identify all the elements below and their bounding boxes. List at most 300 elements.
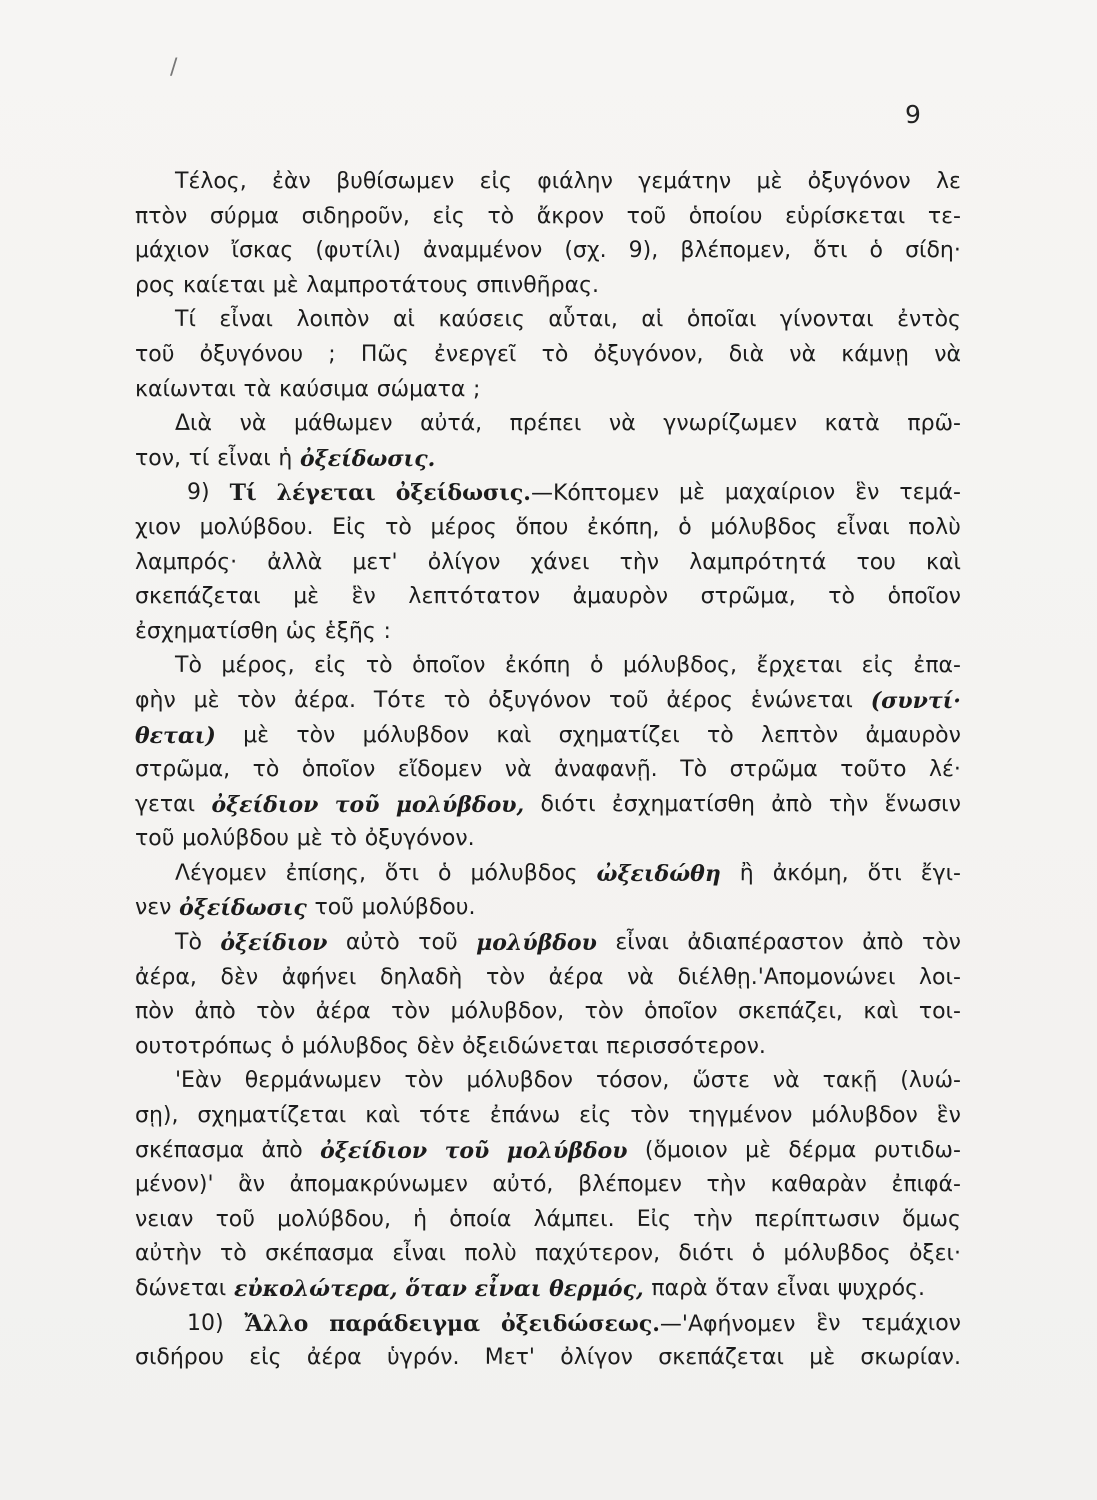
text-run: Πῶς (360, 341, 409, 367)
text-run: λάμπει. (533, 1206, 615, 1232)
text-run: 10) (187, 1310, 224, 1336)
text-run: λεπτὸν (761, 722, 839, 748)
word (464, 1237, 516, 1272)
text-run: μὲ (296, 826, 323, 852)
emphasized-text: εὐκολώτερα, (233, 1276, 398, 1302)
word (302, 1030, 409, 1065)
word (679, 476, 705, 511)
emphasized-text: τοῦ (444, 1137, 490, 1164)
word (365, 1099, 400, 1134)
word (135, 269, 175, 304)
text-run: τοῦ (135, 826, 175, 852)
text-run: ὅταν (715, 1276, 769, 1301)
text-run: διότι (678, 1241, 734, 1267)
text-run: λοιπὸν (296, 307, 370, 333)
text-run: μέρος, (221, 653, 295, 679)
word (609, 684, 648, 719)
word (336, 165, 454, 200)
word (352, 546, 397, 581)
text-run: τοῦ (215, 1206, 255, 1232)
word (135, 753, 230, 788)
word (678, 511, 691, 546)
text-run: ; (328, 341, 336, 367)
text-run: τηγμένον (688, 1103, 793, 1129)
text-run: μόλυβδος (710, 514, 818, 540)
word (476, 926, 597, 961)
text-run: ἀπὸ (261, 1137, 303, 1163)
text-run: βλέπομεν (578, 1172, 682, 1198)
text-run: τον, (135, 445, 181, 471)
word (135, 546, 237, 581)
word (175, 407, 212, 442)
word (306, 269, 468, 304)
word (335, 788, 380, 823)
word (391, 995, 430, 1030)
word (175, 303, 196, 338)
word (230, 476, 257, 511)
word (678, 1237, 733, 1272)
text-run: Εἰς (636, 1206, 672, 1232)
word (855, 476, 879, 511)
text-run: του (856, 549, 896, 575)
text-run: Τὸ (680, 757, 708, 783)
word (244, 1307, 308, 1342)
word (644, 995, 717, 1030)
word (535, 1237, 660, 1272)
word (398, 753, 482, 788)
text-run: καὶ (863, 999, 899, 1025)
word (362, 891, 476, 926)
word (175, 926, 202, 961)
word (559, 719, 680, 754)
word (428, 546, 501, 581)
text-run: ἐπάνω (489, 1103, 561, 1129)
text-run: τὴν (693, 1206, 733, 1232)
text-run: λαμπροτάτους (306, 272, 469, 298)
text-run: μολύβδου. (361, 895, 476, 921)
word (874, 1134, 961, 1169)
text-run: καθαρὰν (770, 1172, 867, 1198)
word (486, 961, 525, 996)
word (871, 684, 961, 719)
text-run: (λυώ- (900, 1068, 961, 1094)
word (256, 995, 295, 1030)
text-line (135, 719, 961, 754)
text-run: διὰ (728, 341, 765, 367)
text-run: Τὸ (175, 930, 202, 956)
text-run: καίωνται (135, 376, 236, 402)
text-run: βλέπομεν, (680, 238, 792, 264)
text-run: λοι- (919, 964, 961, 990)
text-run: Διὰ (175, 411, 212, 437)
text-run: ἡ (413, 1206, 428, 1232)
word (293, 580, 319, 615)
word (825, 407, 880, 442)
word (187, 476, 210, 511)
text-run: 9), (628, 238, 659, 264)
word (135, 1134, 244, 1169)
word (363, 719, 469, 754)
word (680, 753, 707, 788)
text-run: θερμάνωμεν (244, 1068, 382, 1094)
word (678, 961, 896, 996)
text-run: ἑξῆς (324, 618, 376, 644)
text-run: ἓν (351, 584, 376, 610)
text-run: λεπτότατον (408, 584, 541, 610)
text-run: τοῦ (314, 895, 354, 921)
word (913, 649, 961, 684)
text-line (135, 1307, 961, 1342)
text-run: ὡς (285, 618, 318, 644)
text-run: ἐντὸς (897, 307, 961, 333)
text-run: μόλυβδος (470, 860, 578, 886)
text-line (135, 857, 961, 892)
word (253, 753, 280, 788)
word (135, 788, 195, 823)
text-run: μὲ (809, 1345, 836, 1371)
word (445, 1134, 490, 1169)
word (175, 1064, 222, 1099)
text-run: αἱ (641, 307, 664, 333)
body-text (135, 165, 961, 1376)
word (438, 857, 451, 892)
text-run: ὁποῖον (412, 653, 486, 679)
text-run: τί (188, 445, 210, 471)
text-line (135, 1341, 961, 1376)
word (689, 200, 763, 235)
text-run: λε (935, 169, 961, 194)
text-run: παρὰ (651, 1276, 708, 1301)
word (934, 338, 961, 373)
text-run: τὸ (828, 584, 856, 610)
text-line (135, 1064, 961, 1099)
text-run: σώματα (376, 376, 466, 402)
word (689, 546, 826, 581)
text-run: γίνονται (779, 307, 874, 333)
word (485, 1341, 535, 1376)
word (392, 1237, 446, 1272)
text-run: νεν (135, 895, 172, 921)
word (423, 234, 542, 269)
word (417, 1030, 455, 1065)
word (135, 1272, 226, 1307)
word (272, 165, 311, 200)
text-run: ἀέρα (548, 964, 604, 990)
text-line (135, 822, 961, 857)
word (277, 476, 376, 511)
text-run: ἀέρα (315, 999, 371, 1025)
text-line (135, 961, 961, 996)
word (693, 1203, 732, 1238)
word (329, 1307, 480, 1342)
text-run: σκεπάζεται (135, 584, 261, 610)
emphasized-text: μολύβδου (476, 930, 597, 957)
word (929, 753, 961, 788)
text-run: σιδήρου (135, 1345, 224, 1371)
text-run: τὸν (630, 1103, 670, 1129)
word (175, 649, 202, 684)
text-run: πὸν (135, 999, 174, 1025)
word (408, 580, 540, 615)
emphasized-text: (συντί· (870, 687, 961, 714)
text-run: μολύβδου. (199, 514, 314, 540)
text-run: σκεπάζεται (658, 1345, 784, 1371)
text-run: : (383, 618, 391, 644)
word (823, 1064, 878, 1099)
word (194, 684, 220, 719)
word (220, 1237, 247, 1272)
word (175, 857, 267, 892)
text-run: καίεται (183, 272, 266, 298)
text-run: σκωρίαν. (860, 1345, 961, 1371)
word (756, 165, 782, 200)
word (234, 1272, 398, 1307)
word (473, 373, 480, 408)
word (609, 407, 636, 442)
text-line (135, 303, 961, 338)
text-run: ἐπα- (913, 653, 961, 679)
word (740, 857, 754, 892)
text-run: ὀξυγόνον, (593, 341, 704, 367)
word (816, 1307, 840, 1342)
text-run: ἐκόπη (504, 653, 571, 679)
word (658, 1341, 784, 1376)
text-run: σῃ), (135, 1103, 179, 1129)
text-run: φὴν (135, 687, 176, 713)
word (752, 1237, 765, 1272)
text-run: διέλθῃ.'Απομονώνει (677, 964, 896, 990)
text-run: ὀξυγόνον (488, 687, 592, 713)
text-run: ἐσχηματίσθη (135, 618, 279, 644)
word (707, 719, 734, 754)
word (286, 615, 317, 650)
word (868, 857, 902, 892)
text-run: τὸ (707, 722, 734, 748)
word (377, 373, 466, 408)
word (210, 200, 279, 235)
word (466, 1064, 572, 1099)
word (496, 719, 531, 754)
word (135, 719, 216, 754)
text-run: μὲ (756, 169, 783, 194)
text-line (135, 511, 961, 546)
word (396, 788, 524, 823)
word (179, 891, 307, 926)
word (135, 1030, 273, 1065)
word (738, 995, 843, 1030)
word (645, 1134, 728, 1169)
text-run: ἀφήνει (281, 964, 357, 990)
word (135, 822, 174, 857)
text-run: τεμά- (899, 480, 961, 506)
text-run: αἱ (392, 307, 415, 333)
word (809, 1341, 835, 1376)
word (290, 1168, 468, 1203)
text-run: περισσότερον. (606, 1033, 766, 1059)
word (302, 753, 375, 788)
text-run: ἔρχεται (756, 653, 843, 679)
text-run: ἐὰν (272, 169, 311, 194)
text-run: δηλαδὴ (380, 964, 463, 990)
word (641, 303, 663, 338)
word (405, 1272, 467, 1307)
word (751, 684, 853, 719)
word (615, 926, 669, 961)
text-run: ἂν (238, 1172, 265, 1198)
word (393, 303, 415, 338)
word (265, 1237, 374, 1272)
word (183, 269, 265, 304)
word (811, 1099, 917, 1134)
word (219, 303, 273, 338)
text-run: Τότε (373, 687, 426, 713)
text-line (135, 407, 961, 442)
word (928, 200, 961, 235)
word (419, 1099, 471, 1134)
text-line (135, 442, 961, 477)
text-run: αὗται, (548, 307, 618, 333)
text-run: τὸ (365, 653, 393, 679)
word (841, 338, 909, 373)
word (594, 338, 704, 373)
word (200, 511, 314, 546)
word (361, 338, 409, 373)
word (488, 684, 591, 719)
word (549, 1272, 644, 1307)
text-run: εἰς (479, 169, 512, 194)
text-run: τὰ (243, 376, 272, 402)
word (587, 511, 660, 546)
word (296, 719, 335, 754)
text-run: ὑγρόν. (387, 1345, 460, 1371)
word (187, 1307, 224, 1342)
text-run: τὴν (706, 1172, 747, 1198)
page-number: 9 (905, 100, 921, 129)
word (840, 753, 906, 788)
text-run: ὅπου (515, 514, 569, 540)
emphasized-text: ὀξείδωσις (179, 895, 307, 922)
word (420, 407, 482, 442)
text-run: μένον)' (135, 1172, 214, 1198)
word (314, 891, 353, 926)
text-run: μόλυβδος (302, 1033, 410, 1059)
text-run: μόλυβδον (362, 722, 470, 748)
text-run: νειαν (135, 1206, 194, 1232)
text-run: τὸν (404, 1068, 444, 1094)
word (627, 961, 654, 996)
text-run: τοῦ (609, 687, 649, 713)
text-run: ἀπομακρύνωμεν (289, 1172, 468, 1198)
text-run: ἐπιφά- (891, 1172, 961, 1198)
text-run: τὸ (487, 203, 515, 229)
text-run: νὰ (239, 411, 267, 437)
text-run: τὸ (330, 826, 358, 852)
word (745, 1134, 771, 1169)
text-run: δώνεται (135, 1276, 227, 1301)
word (297, 822, 323, 857)
word (688, 1099, 792, 1134)
word (286, 857, 366, 892)
text-run: μὲ (193, 687, 220, 713)
word (505, 753, 532, 788)
text-run: ὥστε (692, 1068, 750, 1094)
text-run: μετ' (352, 549, 398, 575)
text-run: —'Αφήνομεν (659, 1311, 796, 1337)
text-run: σπινθῆρας. (476, 272, 599, 298)
text-run: μολύβδου (182, 826, 290, 852)
text-run: εἰς (432, 203, 465, 229)
word (431, 511, 497, 546)
word (902, 1203, 961, 1238)
word (919, 995, 961, 1030)
word (330, 822, 357, 857)
word (554, 753, 658, 788)
word (328, 338, 335, 373)
word (776, 1272, 830, 1307)
word (936, 165, 961, 200)
emphasized-text: Ἄλλο (244, 1310, 309, 1337)
word (352, 580, 376, 615)
text-run: μάχιον (135, 238, 210, 264)
word (590, 649, 603, 684)
word (725, 476, 835, 511)
word (861, 1307, 961, 1342)
text-run: δέρμα (788, 1137, 857, 1163)
text-run: νὰ (504, 757, 532, 783)
text-run: ἄκρον (536, 203, 604, 229)
word (197, 1099, 346, 1134)
text-run: ἀκόμη, (772, 860, 849, 886)
word (597, 857, 721, 892)
word (385, 511, 412, 546)
text-run: μὲ (678, 480, 705, 506)
word (828, 580, 855, 615)
text-line (135, 788, 961, 823)
word (926, 546, 961, 581)
word (707, 1168, 746, 1203)
word (135, 1168, 214, 1203)
text-run: —Κόπτομεν (530, 481, 659, 507)
emphasized-text: ὅταν (405, 1276, 467, 1302)
word (374, 684, 426, 719)
text-run: σκέπασμα (135, 1137, 244, 1163)
word (680, 234, 791, 269)
text-run: ὁποῖον (887, 584, 961, 610)
emphasized-text: θερμός, (549, 1276, 644, 1302)
text-run: αὐτὴν (135, 1241, 202, 1267)
text-run: ἀπὸ (862, 930, 904, 956)
word (433, 200, 465, 235)
text-run: εἶναι (836, 514, 890, 540)
word (243, 719, 269, 754)
text-run: σκεπάζει, (738, 999, 843, 1025)
text-run: βυθίσωμεν (336, 169, 455, 194)
word (216, 1203, 255, 1238)
stray-mark: / (170, 55, 178, 80)
word (856, 546, 895, 581)
word (135, 615, 278, 650)
text-run: Τέλος, (175, 169, 247, 194)
word (135, 511, 181, 546)
text-run: ὅμως (902, 1206, 961, 1232)
emphasized-text: ὀξείδιον (220, 930, 328, 957)
text-run: ὁ (438, 860, 452, 886)
word (612, 788, 755, 823)
emphasized-text: θεται) (135, 722, 216, 749)
text-run: εἴδομεν (397, 757, 483, 783)
word (921, 857, 961, 892)
word (629, 234, 659, 269)
